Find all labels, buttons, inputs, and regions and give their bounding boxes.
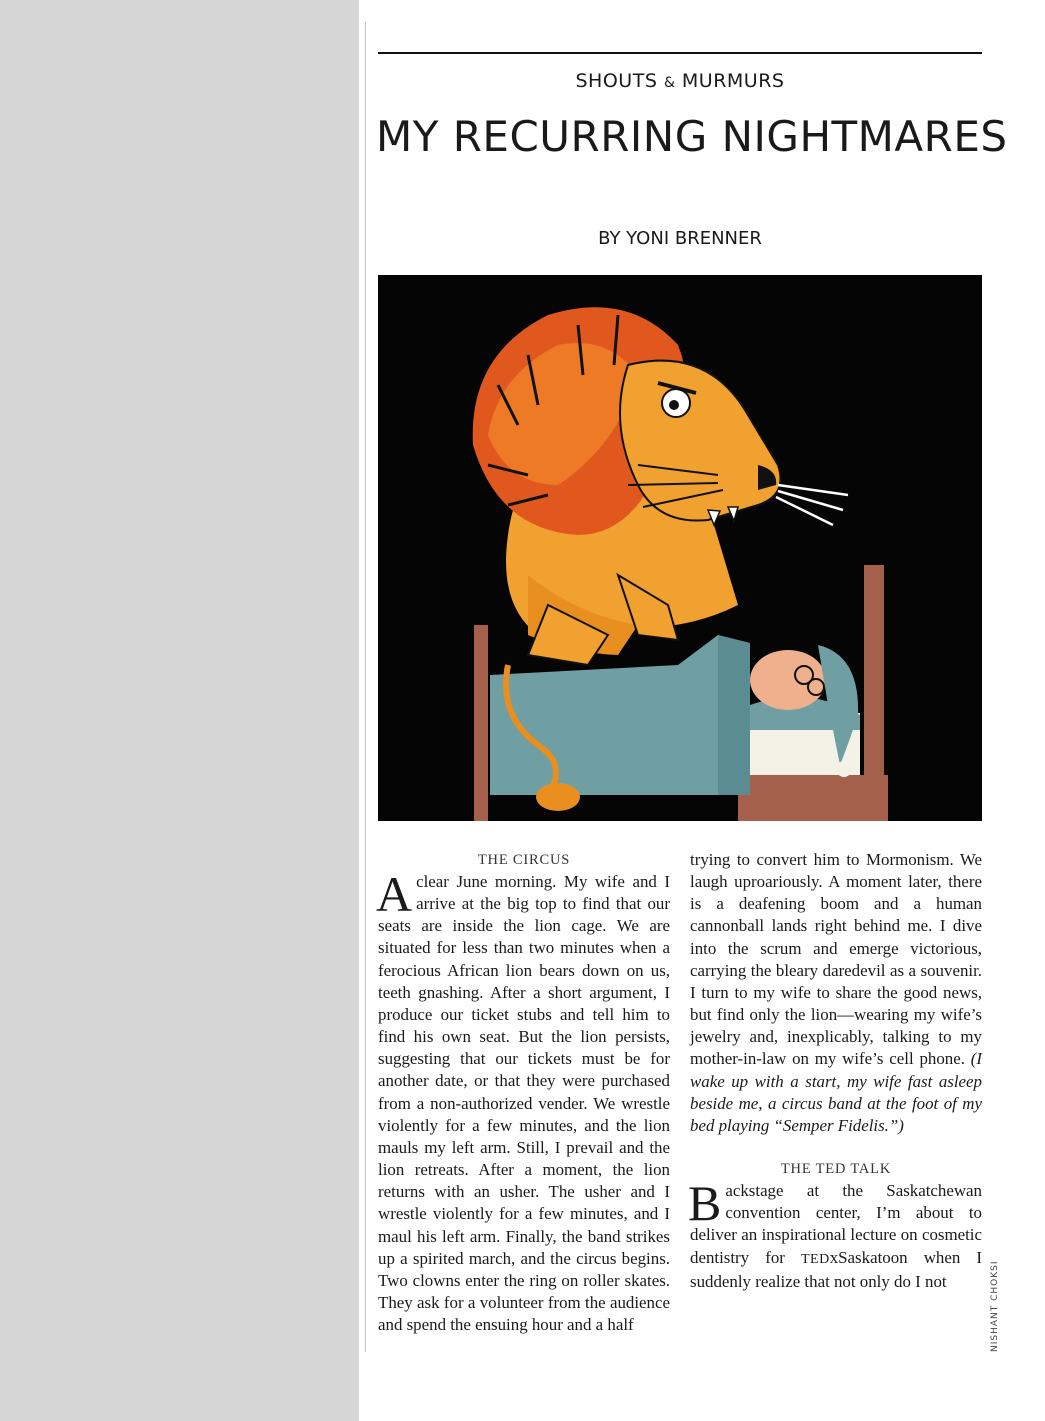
circus-paragraph-continued — [690, 849, 982, 1137]
illustration-credit: NISHANT CHOKSI — [990, 1260, 1000, 1352]
dropcap-a: A — [376, 866, 413, 922]
section-rubric — [378, 70, 982, 92]
circus-italic-note: (I wake up with a start, my wife fast asleep beside me, a circus band at the foot of my bed playing “Semper Fidelis.”) — [690, 1049, 982, 1135]
byline: BY YONI BRENNER — [598, 228, 762, 249]
ted-talk-paragraph — [688, 1175, 982, 1293]
circus-paragraph — [376, 866, 670, 1336]
section-heading-ted-talk: THE TED TALK — [780, 1161, 892, 1178]
headline: MY RECURRING NIGHTMARES — [376, 112, 1008, 161]
rubric-part1: SHOUTS — [575, 70, 658, 92]
lion-illustration — [378, 275, 982, 821]
top-rule — [378, 52, 982, 54]
section-heading-circus: THE CIRCUS — [477, 852, 571, 868]
lion-on-bed-drawing — [378, 275, 982, 821]
ted-body-text: ackstage at the Saskatchewan convention center, I’m about to deliver an inspirational lecture on cosmetic dentistry for — [690, 1181, 982, 1267]
ted-body-text-end: xSaskatoon when I suddenly realize that not only do I not — [690, 1247, 982, 1291]
dropcap-b: B — [688, 1175, 722, 1232]
rubric-ampersand: & — [663, 75, 676, 91]
ted-small-caps: TED — [801, 1251, 830, 1267]
viewer-margin — [0, 0, 359, 1421]
circus-body-text-continued: trying to convert him to Mormonism. We laugh uproariously. A moment later, there is a deafening boom and a human cannonball lands right behind me. I dive into the scrum and emerge victorious, carrying the bleary daredevil as a souvenir. I turn to my wife to share the good news, but find only the lion—wearing my wife’s jewelry and, inexplicably, talking to my mother-in-law on my wife’s cell phone. — [690, 850, 982, 1069]
circus-body-text: clear June morning. My wife and I arrive at the big top to find that our seats are inside the lion cage. We are situated for less than two minutes when a ferocious African lion bears down on us, teeth gnashing. After a short argument, I produce our ticket stubs and tell him to find his own seat. But the lion persists, suggesting that our tickets must be for another date, or that they were purchased from a non-authorized vender. We wrestle violently for a few minutes, and the lion mauls my left arm. Still, I prevail and the lion retreats. After a moment, the lion returns with an usher. The usher and I wrestle violently for a few minutes, and I maul his left arm. Finally, the band strikes up a spirited march, and the circus begins. Two clowns enter the ring on roller skates. They ask for a volunteer from the audience and spend the ensuing hour and a half — [378, 872, 670, 1335]
rubric-part2: MURMURS — [681, 70, 785, 92]
text-column-left — [378, 849, 670, 1336]
text-column-right — [690, 849, 982, 1293]
page-edge-line — [365, 22, 366, 1352]
